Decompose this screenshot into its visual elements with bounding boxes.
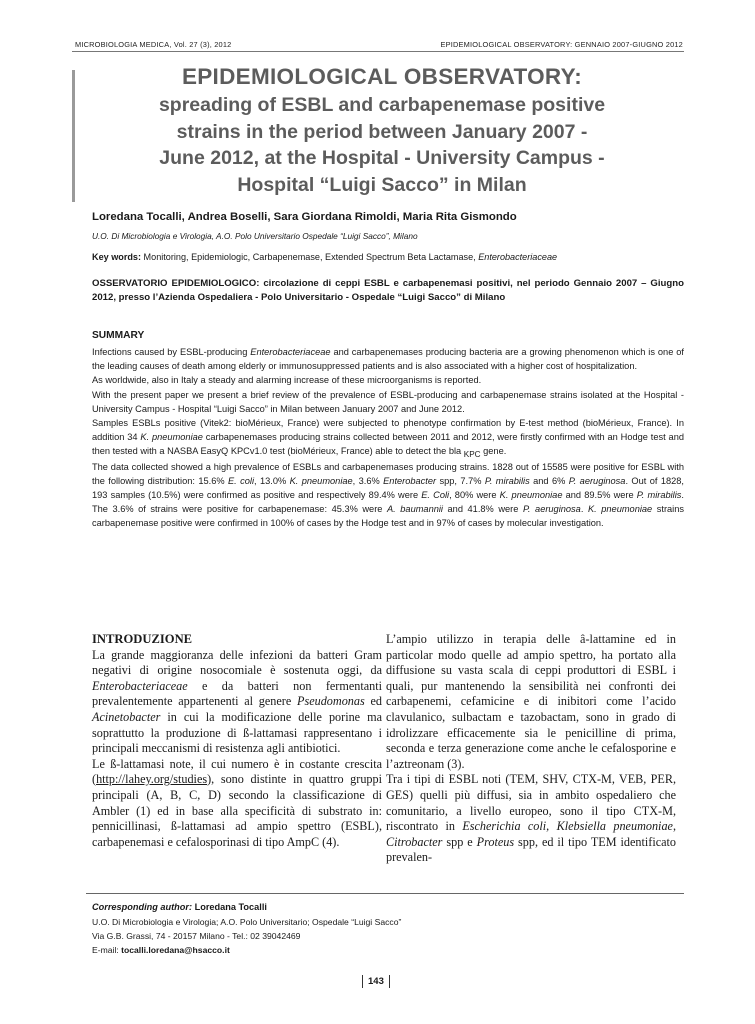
summary-body (92, 345, 684, 531)
footnote-divider (86, 893, 684, 894)
summary-paragraph: Samples ESBLs positive (Vitek2: bioMérieux, France) were subjected to phenotype confirmation by E-test method (bioMérieux, France). In addition 34 K. pneumoniae carbapenemases producing strains collected between 2011 and 2012, were firstly confirmed with an Hodge test and then tested with a NASBA EasyQ KPCv1.0 test (bioMérieux, France) able to detect the bla KPC gene. (92, 418, 684, 460)
correspondence-address: U.O. Di Microbiologia e Virologia; A.O. Polo Universitario; Ospedale “Luigi Sacco” (92, 916, 402, 927)
body-paragraph: Le ß-lattamasi note, il cui numero è in costante crescita (http://lahey.org/studies), sono distinte in quattro gruppi principali (A, B, C, D) secondo la classificazione di Ambler (1) ed in base alla specificità di substrato in: pennicillinasi, ß-lattamasi ad ampio spettro (ESBL), carbapenemasi e cefalosporinasi di tipo AmpC (4). (92, 756, 382, 849)
summary-paragraph: The data collected showed a high prevalence of ESBLs and carbapenemases producing strains. 1828 out of 15585 were positive for ESBL with the following distribution: 15.6% E. coli, 13.0% K. pneumoniae, 3.6% Enterobacter spp, 7.7% P. mirabilis and 6% P. aeruginosa. Out of 1828, 193 samples (10.5%) were confirmed as positive and respectively 89.4% were E. Coli, 80% were K. pneumoniae and 89.5% were P. mirabilis. The 3.6% of strains were positive for carbapenemase: 45.3% were A. baumannii and 41.8% were P. aeruginosa. K. pneumoniae strains carbapenemase positive were confirmed in 100% of cases by the Hodge test and in 97% of cases by molecular investigation. (92, 461, 684, 529)
body-paragraph: L’ampio utilizzo in terapia delle â-lattamine ed in particolar modo quelle ad ampio spettro, ha portato alla diffusione su vasta scala di ceppi produttori di ESBL i quali, pur mantenendo la sensibilità nei confronti dei carbapenemi, cefamicine e di inibitori come l’acido clavulanico, sulbactam e tazobactam, sono in grado di idrolizzare efficacemente sia le penicilline di prima, seconda e terza generazione come anche le cefalosporine e l’aztreonam (3). (386, 632, 676, 771)
body-paragraph: La grande maggioranza delle infezioni da batteri Gram negativi di origine nosocomiale è sostenuta oggi, da Enterobacteriaceae e da batteri non fermentanti prevalentemente appartenenti al genere Pseudomonas ed Acinetobacter in cui la modificazione delle porine ma soprattutto la produzione di ß-lattamasi rappresentano i principali meccanismi di resistenza agli antibiotici. (92, 647, 382, 756)
body-column-left (92, 632, 382, 850)
email-link[interactable]: tocalli.loredana@hsacco.it (121, 945, 230, 956)
title-subtitle (80, 92, 684, 198)
correspondence-email: E-mail: tocalli.loredana@hsacco.it (92, 945, 230, 956)
correspondence-street: Via G.B. Grassi, 74 - 20157 Milano - Tel.: 02 39042469 (92, 930, 301, 941)
keywords (92, 252, 557, 262)
italian-title: OSSERVATORIO EPIDEMIOLOGICO: circolazione di ceppi ESBL e carbapenemasi positivi, nel periodo Gennaio 2007 – Giugno 2012, presso l’Azienda Ospedaliera - Polo Universitario - Ospedale “Luigi Sacco” di Milano (92, 278, 684, 303)
keywords-text: Monitoring, Epidemiologic, Carbapenemase, Extended Spectrum Beta Lactamase, (141, 252, 479, 262)
keywords-italic: Enterobacteriaceae (478, 252, 558, 262)
section-heading-introduzione: INTRODUZIONE (92, 632, 193, 646)
body-paragraph: Tra i tipi di ESBL noti (TEM, SHV, CTX-M, VEB, PER, GES) quelli più diffusi, sia in ambito ospedaliero che comunitario, a livello europeo, sono il tipo CTX-M, riscontrato in Escherichia coli, Klebsiella pneumoniae, Citrobacter spp e Proteus spp, ed il tipo TEM identificato prevalen- (386, 772, 677, 865)
correspondence-block (92, 900, 401, 957)
body-column-right (386, 632, 676, 866)
summary-heading: SUMMARY (92, 330, 145, 341)
corresponding-author: Corresponding author: Loredana Tocalli (92, 902, 267, 912)
affiliation: U.O. Di Microbiologia e Virologia, A.O. Polo Universitario Ospedale “Luigi Sacco”, Milano (92, 231, 418, 241)
title-main: EPIDEMIOLOGICAL OBSERVATORY: (181, 64, 583, 89)
title-accent-bar (72, 70, 75, 202)
running-header-left: MICROBIOLOGIA MEDICA, Vol. 27 (3), 2012 (75, 40, 232, 49)
article-title (80, 64, 684, 198)
running-header-right: EPIDEMIOLOGICAL OBSERVATORY: GENNAIO 2007-GIUGNO 2012 (440, 40, 683, 49)
lahey-link[interactable]: http://lahey.org/studies (96, 772, 208, 787)
author-list: Loredana Tocalli, Andrea Boselli, Sara Giordana Rimoldi, Maria Rita Gismondo (92, 211, 517, 223)
page-number: 143 (362, 975, 390, 988)
summary-paragraph: Infections caused by ESBL-producing Enterobacteriaceae and carbapenemases producing bacteria are a growing phenomenon which is one of the leading causes of death among elderly or immunosuppressed patients and is also associated with a higher cost of hospitalization. (92, 347, 684, 372)
summary-paragraph: With the present paper we present a brief review of the prevalence of ESBL-producing and carbapenemase strains isolated at the Hospital - University Campus - Hospital “Luigi Sacco” in Milan between January 2007 and June 2012. (92, 389, 684, 414)
summary-paragraph: As worldwide, also in Italy a steady and alarming increase of these microorganisms is reported. (92, 375, 482, 386)
title-line: spreading of ESBL and carbapenemase positive (158, 94, 606, 116)
title-line: June 2012, at the Hospital - University Campus - (159, 147, 605, 169)
title-line: strains in the period between January 2007 - (176, 120, 588, 143)
keywords-label: Key words: (92, 252, 142, 262)
title-line: Hospital “Luigi Sacco” in Milan (237, 173, 527, 196)
header-divider (72, 51, 684, 52)
